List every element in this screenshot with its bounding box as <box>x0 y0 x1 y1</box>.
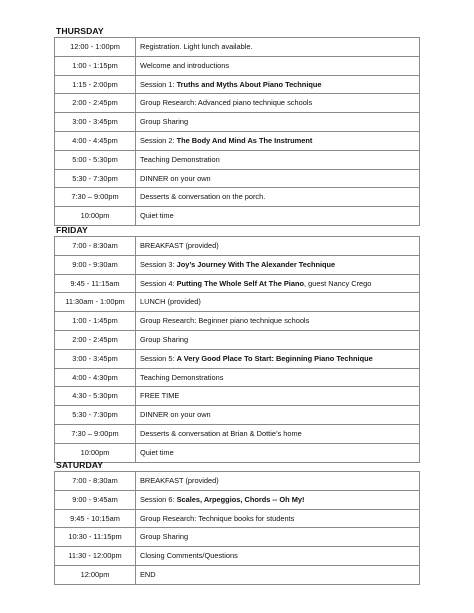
event-cell <box>136 387 420 406</box>
table-row <box>55 472 420 491</box>
time-cell: 2:00 - 2:45pm <box>55 330 136 349</box>
event-cell <box>136 38 420 57</box>
table-row <box>55 56 420 75</box>
event-cell <box>136 443 420 462</box>
event-cell <box>136 150 420 169</box>
event-cell <box>136 274 420 293</box>
time-cell: 7:30 – 9:00pm <box>55 424 136 443</box>
event-text: Closing Comments/Questions <box>140 551 238 561</box>
table-row <box>55 274 420 293</box>
time-cell: 9:45 - 10:15am <box>55 509 136 528</box>
event-cell <box>136 509 420 528</box>
event-cell <box>136 312 420 331</box>
time-cell: 3:00 - 3:45pm <box>55 349 136 368</box>
event-cell <box>136 207 420 226</box>
table-row <box>55 113 420 132</box>
session-title: Joy’s Journey With The Alexander Technique <box>176 259 336 269</box>
event-text: END <box>140 569 156 579</box>
event-text: Quiet time <box>140 211 174 221</box>
event-cell <box>136 565 420 584</box>
event-cell <box>136 349 420 368</box>
time-cell: 9:00 - 9:45am <box>55 490 136 509</box>
event-cell <box>136 528 420 547</box>
table-row <box>55 547 420 566</box>
event-text: Session 4: <box>140 278 177 288</box>
event-text: LUNCH (provided) <box>140 297 201 307</box>
schedule-table-saturday <box>54 471 420 585</box>
session-title: Scales, Arpeggios, Chords -- Oh My! <box>176 494 305 504</box>
event-text: Session 3: <box>140 259 177 269</box>
event-cell <box>136 237 420 256</box>
time-cell: 7:00 - 8:30am <box>55 237 136 256</box>
time-cell: 1:15 - 2:00pm <box>55 75 136 94</box>
time-cell: 7:00 - 8:30am <box>55 472 136 491</box>
event-cell <box>136 188 420 207</box>
event-cell <box>136 255 420 274</box>
table-row <box>55 150 420 169</box>
event-cell <box>136 368 420 387</box>
time-cell: 5:00 - 5:30pm <box>55 150 136 169</box>
event-text: DINNER on your own <box>140 173 211 183</box>
event-cell <box>136 547 420 566</box>
time-cell: 5:30 - 7:30pm <box>55 169 136 188</box>
time-cell: 10:00pm <box>55 443 136 462</box>
day-heading-friday: FRIDAY <box>56 225 88 235</box>
event-text: DINNER on your own <box>140 410 211 420</box>
event-text: Group Sharing <box>140 334 189 344</box>
event-cell <box>136 472 420 491</box>
time-cell: 11:30am - 1:00pm <box>55 293 136 312</box>
event-cell <box>136 169 420 188</box>
time-cell: 1:00 - 1:15pm <box>55 56 136 75</box>
day-heading-saturday: SATURDAY <box>56 460 104 470</box>
event-text: Session 2: <box>140 135 177 145</box>
time-cell: 1:00 - 1:45pm <box>55 312 136 331</box>
time-cell: 11:30 - 12:00pm <box>55 547 136 566</box>
event-text: BREAKFAST (provided) <box>140 476 219 485</box>
event-text: Session 1: <box>140 79 177 89</box>
table-row <box>55 443 420 462</box>
event-text: , guest Nancy Crego <box>304 278 372 288</box>
event-cell <box>136 490 420 509</box>
table-row <box>55 75 420 94</box>
session-title: The Body And Mind As The Instrument <box>176 135 313 145</box>
time-cell: 3:00 - 3:45pm <box>55 113 136 132</box>
event-text: Group Research: Technique books for students <box>140 513 295 523</box>
event-cell <box>136 56 420 75</box>
time-cell: 4:30 - 5:30pm <box>55 387 136 406</box>
table-row <box>55 406 420 425</box>
table-row <box>55 94 420 113</box>
schedule-table-thursday <box>54 37 420 226</box>
table-row <box>55 131 420 150</box>
event-cell <box>136 113 420 132</box>
event-text: Welcome and introductions <box>140 60 230 70</box>
time-cell: 12:00 - 1:00pm <box>55 38 136 57</box>
event-text: Session 6: <box>140 494 177 504</box>
session-title: Putting The Whole Self At The Piano <box>176 278 304 288</box>
time-cell: 4:00 - 4:45pm <box>55 131 136 150</box>
table-row <box>55 188 420 207</box>
event-text: Desserts & conversation on the porch. <box>140 192 266 202</box>
time-cell: 5:30 - 7:30pm <box>55 406 136 425</box>
table-row <box>55 490 420 509</box>
table-row <box>55 424 420 443</box>
table-row <box>55 368 420 387</box>
day-heading-thursday: THURSDAY <box>56 26 104 36</box>
event-text: Teaching Demonstration <box>140 154 220 164</box>
table-row <box>55 528 420 547</box>
event-cell <box>136 94 420 113</box>
time-cell: 10:30 - 11:15pm <box>55 528 136 547</box>
event-cell <box>136 293 420 312</box>
event-cell <box>136 75 420 94</box>
time-cell: 4:00 - 4:30pm <box>55 368 136 387</box>
table-row <box>55 255 420 274</box>
event-text: Teaching Demonstrations <box>140 372 224 382</box>
table-row <box>55 387 420 406</box>
event-cell <box>136 131 420 150</box>
table-row <box>55 207 420 226</box>
event-text: Desserts & conversation at Brian & Dottie’s home <box>140 428 302 438</box>
event-text: Group Research: Beginner piano technique schools <box>140 316 310 326</box>
event-text: Quiet time <box>140 447 174 457</box>
time-cell: 12:00pm <box>55 565 136 584</box>
event-text: BREAKFAST (provided) <box>140 241 219 250</box>
session-title: A Very Good Place To Start: Beginning Piano Technique <box>176 353 373 363</box>
table-row <box>55 237 420 256</box>
time-cell: 9:45 - 11:15am <box>55 274 136 293</box>
event-cell <box>136 406 420 425</box>
table-row <box>55 349 420 368</box>
schedule-table-friday <box>54 236 420 463</box>
event-text: Registration. Light lunch available. <box>140 42 253 51</box>
event-text: Group Research: Advanced piano technique schools <box>140 98 313 108</box>
table-row <box>55 509 420 528</box>
table-row <box>55 293 420 312</box>
event-cell <box>136 424 420 443</box>
time-cell: 2:00 - 2:45pm <box>55 94 136 113</box>
table-row <box>55 330 420 349</box>
table-row <box>55 169 420 188</box>
table-row <box>55 312 420 331</box>
time-cell: 10:00pm <box>55 207 136 226</box>
time-cell: 9:00 - 9:30am <box>55 255 136 274</box>
time-cell: 7:30 – 9:00pm <box>55 188 136 207</box>
event-text: Group Sharing <box>140 532 189 542</box>
table-row <box>55 565 420 584</box>
event-text: FREE TIME <box>140 391 180 401</box>
event-text: Session 5: <box>140 353 177 363</box>
event-cell <box>136 330 420 349</box>
event-text: Group Sharing <box>140 117 189 127</box>
session-title: Truths and Myths About Piano Technique <box>176 79 322 89</box>
table-row <box>55 38 420 57</box>
